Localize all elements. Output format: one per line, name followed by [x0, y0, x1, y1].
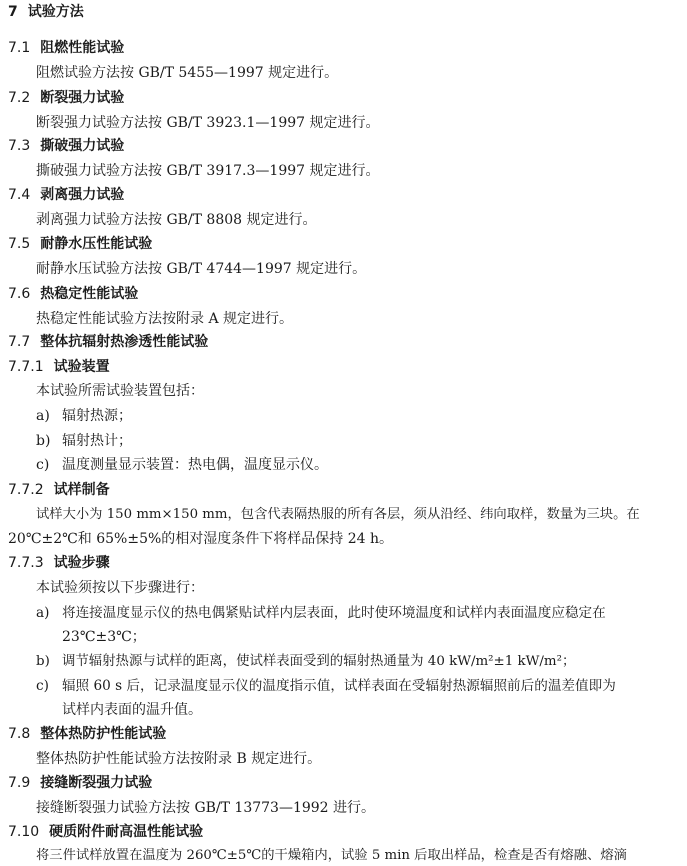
section-number: 7.5: [8, 236, 31, 252]
section-7-1-heading: [8, 39, 124, 57]
section-number: 7.10: [8, 824, 40, 840]
section-7-2-heading: [8, 89, 124, 107]
section-title: 试验方法: [27, 4, 84, 20]
section-title: 整体热防护性能试验: [40, 726, 167, 742]
section-number: 7.4: [8, 187, 31, 203]
section-7-4-heading: [8, 186, 124, 204]
section-7-8-body: 整体热防护性能试验方法按附录 B 规定进行。: [36, 751, 322, 767]
list-marker: a): [36, 408, 50, 424]
section-number: 7.1: [8, 40, 31, 56]
list-item-text: 温度测量显示装置：热电偶，温度显示仪。: [62, 457, 328, 473]
section-title: 热稳定性能试验: [40, 286, 139, 302]
section-7-3-body: 撕破强力试验方法按 GB/T 3917.3—1997 规定进行。: [36, 163, 380, 179]
section-7-9-heading: [8, 774, 152, 792]
section-7-4-body: 剥离强力试验方法按 GB/T 8808 规定进行。: [36, 212, 317, 228]
section-7-7-1-heading: [8, 358, 110, 376]
section-7-10-heading: [8, 823, 203, 841]
list-item-continuation: 试样内表面的温升值。: [62, 702, 202, 718]
section-number: 7.7: [8, 334, 31, 350]
section-title: 断裂强力试验: [40, 90, 125, 106]
section-number: 7.2: [8, 90, 31, 106]
section-number: 7: [8, 4, 18, 20]
section-7-5-heading: [8, 235, 152, 253]
section-title: 耐静水压性能试验: [40, 236, 153, 252]
list-item: [36, 432, 132, 450]
list-item: [36, 677, 616, 695]
section-number: 7.7.1: [8, 359, 44, 375]
section-7-7-2-body-line1: 试样大小为 150 mm×150 mm，包含代表隔热服的所有各层，须从沿经、纬向取样，数量为三块。在: [36, 507, 640, 522]
section-number: 7.6: [8, 286, 31, 302]
list-item: [36, 456, 328, 474]
list-marker: a): [36, 605, 50, 621]
list-item-text: 辐照 60 s 后，记录温度显示仪的温度指示值，试样表面在受辐射热源辐照前后的温差值即为: [62, 678, 616, 694]
section-7-7-3-body: 本试验须按以下步骤进行：: [36, 580, 204, 596]
section-7-9-body: 接缝断裂强力试验方法按 GB/T 13773—1992 进行。: [36, 800, 376, 816]
section-7-8-heading: [8, 725, 166, 743]
section-title: 整体抗辐射热渗透性能试验: [40, 334, 209, 350]
section-7-6-body: 热稳定性能试验方法按附录 A 规定进行。: [36, 311, 294, 327]
section-title: 接缝断裂强力试验: [40, 775, 153, 791]
section-7-5-body: 耐静水压试验方法按 GB/T 4744—1997 规定进行。: [36, 261, 367, 277]
section-title: 阻燃性能试验: [40, 40, 125, 56]
list-item-text: 辐射热计；: [62, 433, 132, 449]
section-number: 7.9: [8, 775, 31, 791]
section-number: 7.7.2: [8, 482, 44, 498]
list-item: [36, 407, 132, 425]
list-item: [36, 653, 575, 671]
section-7-7-2-heading: [8, 481, 110, 499]
section-title: 试验步骤: [53, 555, 110, 571]
section-7-10-body: 将三件试样放置在温度为 260℃±5℃的干燥箱内，试验 5 min 后取出样品，检查是否有熔融、熔滴: [36, 848, 627, 863]
list-marker: b): [36, 654, 50, 669]
section-7-7-heading: [8, 333, 208, 351]
list-marker: b): [36, 433, 51, 449]
section-number: 7.7.3: [8, 555, 44, 571]
section-7-3-heading: [8, 137, 124, 155]
list-item-text: 辐射热源；: [62, 408, 132, 424]
section-7-7-2-body-line2: 20℃±2℃和 65%±5%的相对湿度条件下将样品保持 24 h。: [8, 531, 394, 547]
section-7-2-body: 断裂强力试验方法按 GB/T 3923.1—1997 规定进行。: [36, 115, 380, 131]
section-7-1-body: 阻燃试验方法按 GB/T 5455—1997 规定进行。: [36, 65, 339, 81]
section-title: 硬质附件耐高温性能试验: [49, 824, 204, 840]
section-title: 试样制备: [53, 482, 110, 498]
section-title: 撕破强力试验: [40, 138, 125, 154]
section-7-7-1-body: 本试验所需试验装置包括：: [36, 383, 204, 399]
list-item-text: 调节辐射热源与试样的距离，使试样表面受到的辐射热通量为 40 kW/m²±1 kW/m²；: [62, 654, 576, 669]
section-number: 7.8: [8, 726, 31, 742]
section-7-6-heading: [8, 285, 138, 303]
section-title: 试验装置: [53, 359, 110, 375]
list-marker: c): [36, 457, 50, 473]
list-marker: c): [36, 678, 49, 694]
section-7-heading: [8, 3, 84, 21]
section-title: 剥离强力试验: [40, 187, 125, 203]
section-7-7-3-heading: [8, 554, 110, 572]
list-item-text: 将连接温度显示仪的热电偶紧贴试样内层表面，此时使环境温度和试样内表面温度应稳定在: [62, 605, 606, 621]
list-item-continuation: 23℃±3℃；: [62, 629, 146, 645]
section-number: 7.3: [8, 138, 31, 154]
list-item: [36, 604, 606, 622]
